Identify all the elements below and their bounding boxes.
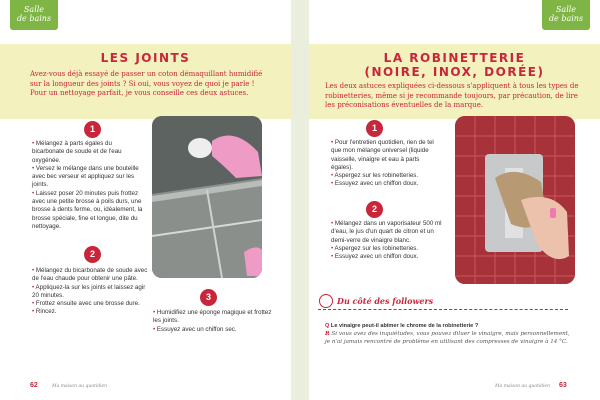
list-item: • Mélangez dans un vaporisateur 500 ml d'eau, le jus d'un quart de citron et un demi-verre de vinaigre blanc. (331, 220, 442, 244)
left-page (0, 0, 291, 400)
faucet-cleaning-photo (455, 116, 575, 284)
tab-line-1: Salle (555, 5, 577, 14)
tab-line-2: de bains (16, 14, 52, 23)
divider (318, 309, 568, 310)
right-page (309, 0, 600, 400)
tab-line-2: de bains (548, 14, 584, 23)
list-item: • Mélangez à parts égales du bicarbonate de soude et de l'eau oxygénée. (32, 140, 122, 164)
list-item: • Essuyez avec un chiffon sec. (153, 325, 237, 333)
step-3-list (153, 309, 273, 334)
list-item: • Aspergez sur les robinetteries. (331, 244, 419, 252)
step-1-list (32, 140, 144, 231)
followers-heading: Du côté des followers (337, 296, 434, 306)
page-title (309, 51, 600, 79)
list-item: • Essuyez avec un chiffon doux. (331, 180, 419, 188)
grout-cleaning-photo (152, 116, 262, 278)
step-2-list (331, 220, 447, 261)
list-item: • Frottez ensuite avec une brosse dure. (32, 300, 140, 308)
step-number: 1 (366, 120, 383, 137)
question: Q Le vinaigre peut-il abîmer le chrome de la robinetterie ? (325, 323, 479, 329)
page-number: 63 (559, 382, 567, 389)
list-item: • Laissez poser 20 minutes puis frottez avec une petite brosse à poils durs, une brosse à dents ferme, ou, idéalement, la brosse spéciale, fine et longue, dite du nettoyage. (32, 189, 143, 230)
step-number: 1 (84, 121, 101, 138)
running-title: Ma maison au quotidien (495, 384, 551, 389)
intro-text: Les deux astuces expliquées ci-dessous s'appliquent à tous les types de robinetteries, même si je recommande toujours, par précaution, de lire les préconisations éventuelles de la marque. (325, 82, 579, 109)
list-item: • Pour l'entretien quotidien, rien de tel que mon mélange universel (liquide vaisselle, vinaigre et eau à parts égales). (331, 139, 434, 171)
title-line-1: LA ROBINETTERIE (383, 51, 526, 65)
step-number: 3 (200, 289, 217, 306)
photo-illustration (455, 116, 575, 284)
list-item: • Humidifiez une éponge magique et frottez les joints. (153, 309, 272, 325)
running-title: Ma maison au quotidien (52, 384, 108, 389)
photo-illustration (152, 116, 262, 278)
step-2-list (32, 267, 152, 317)
book-gutter (291, 0, 309, 400)
list-item: • Rincez. (32, 308, 57, 316)
page-number: 62 (30, 382, 38, 389)
list-item: • Essuyez avec un chiffon doux. (331, 253, 419, 261)
section-tab (10, 0, 58, 30)
list-item: • Mélangez du bicarbonate de soude avec de l'eau chaude pour obtenir une pâte. (32, 267, 148, 283)
tab-line-1: Salle (23, 5, 45, 14)
followers-icon (319, 294, 333, 308)
page-title: LES JOINTS (100, 51, 191, 65)
followers-qa (325, 322, 575, 346)
section-tab (542, 0, 590, 30)
list-item: • Appliquez-la sur les joints et laissez agir 20 minutes. (32, 283, 146, 299)
title-line-2: (NOIRE, INOX, DORÉE) (364, 65, 545, 79)
intro-text: Avez-vous déjà essayé de passer un coton démaquillant humidifié sur la longueur des joints ? Si oui, vous voyez de quoi je parle ! Pour un nettoyage parfait, je vous conseille ces deux astuces. (30, 70, 263, 97)
list-item: • Versez le mélange dans une bouteille avec bec verseur et appliquez sur les joints. (32, 164, 139, 189)
step-number: 2 (366, 201, 383, 218)
list-item: • Aspergez sur les robinetteries. (331, 172, 419, 180)
step-1-list (331, 139, 443, 189)
step-number: 2 (84, 246, 101, 263)
answer: R Si vous avez des inquiétudes, vous pouvez diluer le vinaigre, mais personnellement, je n'ai jamais rencontré de problème en utilisant des compresses de vinaigre à 14 °C. (325, 331, 570, 345)
